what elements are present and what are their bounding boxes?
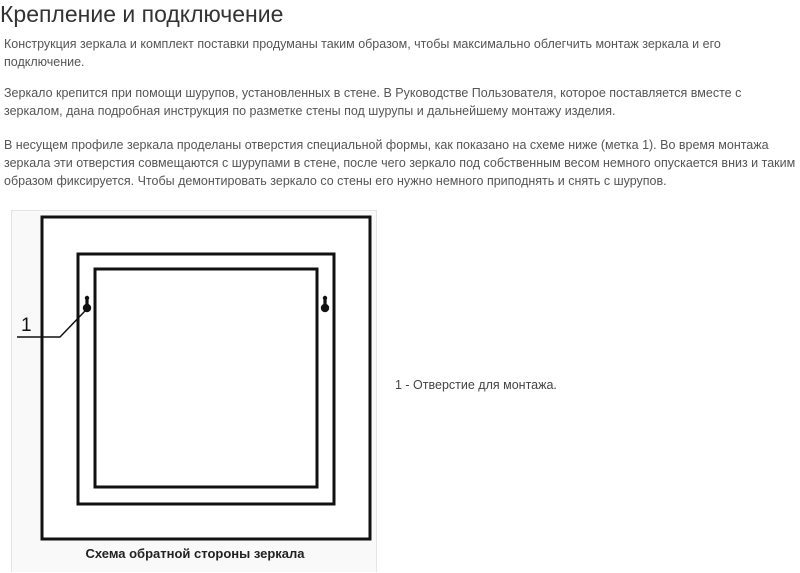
legend-text: 1 - Отверстие для монтажа. [395, 378, 557, 392]
intro-paragraph: Конструкция зеркала и комплект поставки продуманы таким образом, чтобы максимально облегчить монтаж зеркала и его подключение. [4, 37, 721, 69]
mounting-holes-paragraph: В несущем профиле зеркала проделаны отверстия специальной формы, как показано на схеме ниже (метка 1). Во время монтажа зеркала эти отверстия совмещаются с шурупами в стене, после чего зеркало под собственным весом немного опускается вниз и таким образом фиксируется. Чтобы демонтировать зеркало со стены его нужно немного приподнять и снять с шурупов. [4, 138, 796, 188]
screws-paragraph: Зеркало крепится при помощи шурупов, установленных в стене. В Руководстве Пользователя, которое поставляется вместе с зеркалом, дана подробная инструкция по разметке стены под шурупы и дальнейшему монтажу изделия. [4, 86, 742, 118]
page-title: Крепление и подключение [0, 1, 284, 27]
callout-label: 1 [21, 315, 32, 336]
mirror-back-diagram [11, 210, 377, 572]
outer-frame [42, 217, 370, 539]
figure-caption: Схема обратной стороны зеркала [85, 546, 305, 561]
diagram-drawing [12, 211, 378, 573]
